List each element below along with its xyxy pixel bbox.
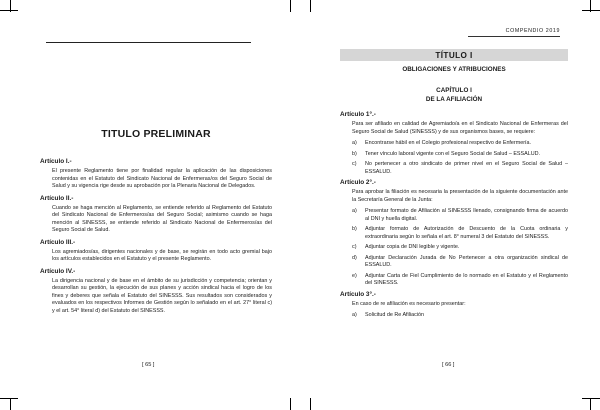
page-number: [ 65 ] [142, 362, 155, 368]
list-item-label: d) [352, 254, 357, 261]
list-item [352, 161, 568, 176]
list-item-label: b) [352, 150, 357, 157]
article-text: Para aprobar la filiación es necesaria la presentación de la siguiente documentación ante la Secretaría General de la Junta: [352, 189, 568, 203]
list-item-text: Adjuntar copia de DNI legible y vigente. [365, 244, 460, 250]
left-page-body [40, 128, 272, 319]
page-number: [ 66 ] [442, 362, 455, 368]
page-title: TITULO PRELIMINAR [101, 128, 211, 140]
article-text: La dirigencia nacional y de base en el ámbito de su jurisdicción y competencia; orientan y desarrollan su gestión, la ejecución de sus planes y acción sindical hacia el logro de los fines y deberes que señala el Estatuto del SINESSS. Sus resultados son considerados y evaluados en los respectivos Informes de Gestión según lo señalado en el art. 27° literal c) y el art. 54° literal d) del Estatuto del SINESSS. [52, 277, 272, 314]
article-text: Cuando se haga mención al Reglamento, se entiende referido al Reglamento del Estatuto del Sindicato Nacional de Enfermeros/as del Seguro Social; asimismo cuando se haga mención al SINESSS, se entiende referido al Sindicato Nacional de Enfermeros/as del Seguro Social de Salud. [52, 204, 272, 233]
article-block [40, 195, 272, 235]
list-item-label: b) [352, 226, 357, 232]
right-page-body [340, 28, 568, 323]
article-heading: Artículo 3°.- [340, 290, 376, 298]
list-item-text: Adjuntar formato de Autorización de Descuento de la Cuota ordinaria y extraordinaria según lo señala el art. 8° numeral 3 del Estatuto del SINESSS. [365, 226, 568, 240]
list-item-label: e) [352, 272, 357, 279]
article-heading: Artículo 2°.- [340, 179, 376, 186]
running-header: COMPENDIO 2019 [505, 28, 560, 34]
article-text: El presente Reglamento tiene por finalidad regular la aplicación de las disposiciones contenidas en el Estatuto del Sindicato Nacional de Enfermeras/os del Seguro Social de Salud y su vigencia rige desde su aprobación por la Plenaria Nacional de Delegados. [52, 168, 272, 189]
list-item-text: Presentar formato de Afiliación al SINESSS llenado, consignando firma de acuerdo al DNI y huella digital. [365, 208, 568, 222]
list-item-label: a) [352, 140, 357, 146]
list-item [352, 208, 568, 223]
article-block [340, 111, 568, 176]
article-block [340, 291, 568, 320]
article-block [40, 239, 272, 264]
article-heading: Artículo III.- [40, 238, 76, 246]
list-item-label: c) [352, 244, 357, 250]
running-header-rule [468, 36, 560, 37]
list-item [352, 151, 568, 159]
list-item-text: Encontrarse hábil en el Colegio profesional respectivo de Enfermería. [365, 140, 532, 146]
list-item-text: Adjuntar Carta de Fiel Cumplimiento de lo normado en el Estatuto y el Reglamento del SINESSS. [365, 272, 568, 286]
titulo-heading: TÍTULO I [435, 50, 473, 60]
list-item [352, 244, 568, 252]
list-item-label: a) [352, 312, 357, 318]
article-block [340, 179, 568, 288]
article-block [40, 158, 272, 191]
article-text: Para ser afiliado en calidad de Agremiado/a en el Sindicato Nacional de Enfermeras del Seguro Social de Salud (SINESSS) y de sus organismos bases, se requiere: [352, 121, 568, 135]
list-item [352, 140, 568, 148]
titulo-band [340, 49, 568, 61]
list-item-text: Solicitud de Re Afiliación [365, 312, 425, 318]
article-text: En caso de re afiliación es necesario presentar: [352, 300, 466, 307]
list-item [352, 312, 568, 320]
article-heading: Artículo IV.- [40, 267, 76, 275]
chapter-heading: CAPÍTULO I [436, 87, 472, 94]
list-item-label: c) [352, 161, 357, 167]
header-rule [46, 42, 251, 43]
titulo-subheading: OBLIGACIONES Y ATRIBUCIONES [402, 66, 506, 73]
list-item [352, 255, 568, 270]
article-block [40, 268, 272, 316]
list-item-label: a) [352, 208, 357, 214]
chapter-subheading: DE LA AFILIACIÓN [425, 96, 483, 103]
page-right [300, 0, 600, 410]
list-item-text: Adjuntar Declaración Jurada de No Pertenecer a otra organización sindical de ESSALUD. [365, 254, 568, 268]
article-text: Los agremiados/as, dirigentes nacionales y de base, se regirán en todo acto gremial bajo los artículos establecidos en el Estatuto y el presente Reglamento. [52, 248, 272, 262]
list-item [352, 226, 568, 241]
article-heading: Artículo I.- [40, 158, 72, 165]
article-heading: Artículo 1°.- [340, 111, 376, 118]
list-item-text: Tener vínculo laboral vigente con el Seguro Social de Salud – ESSALUD. [365, 150, 540, 157]
list-item-text: No pertenecer a otro sindicato de primer nivel en el Seguro Social de Salud – ESSALUD. [365, 161, 568, 175]
list-item [352, 273, 568, 288]
article-heading: Artículo II.- [40, 194, 74, 202]
